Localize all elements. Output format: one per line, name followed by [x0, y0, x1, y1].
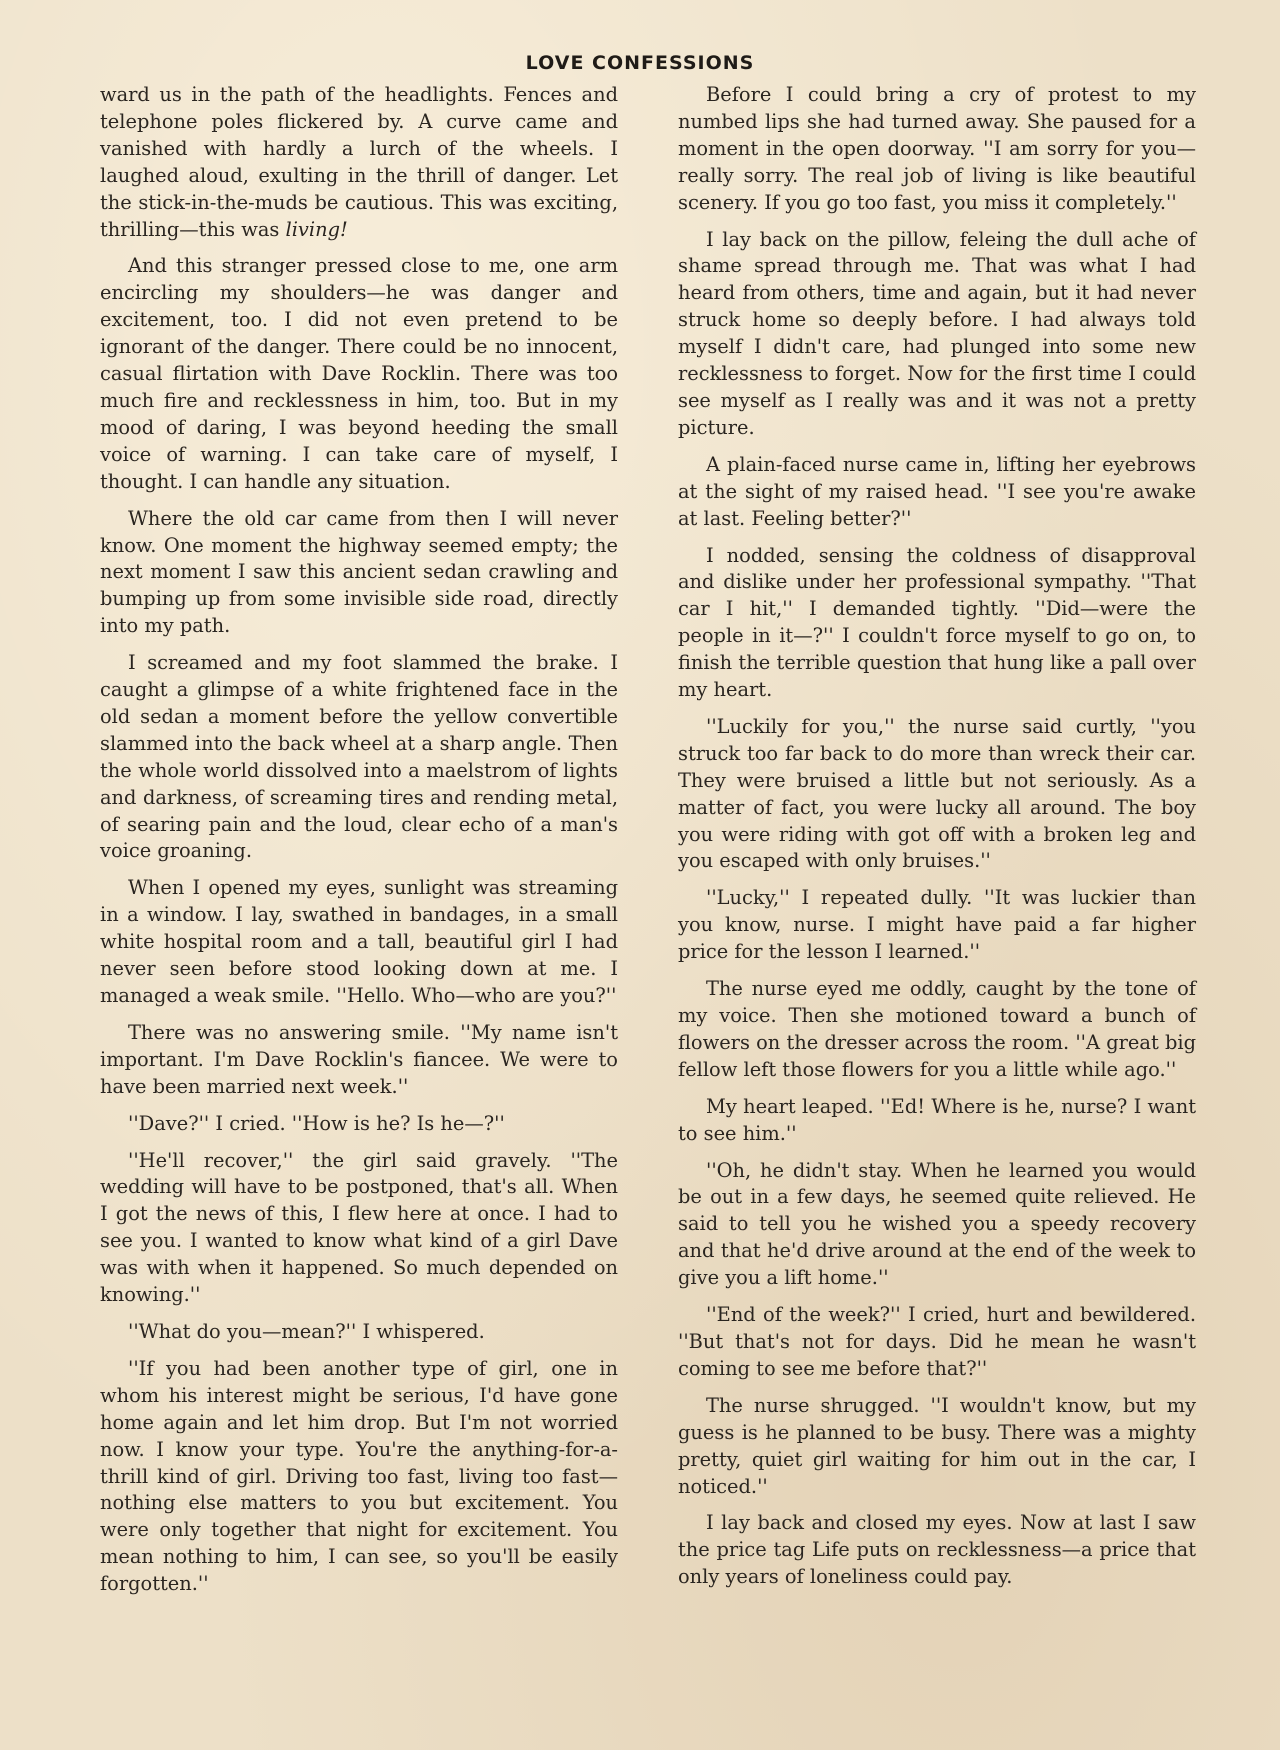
- paragraph: When I opened my eyes, sunlight was streaming in a window. I lay, swathed in bandages, in a small white hospital room and a tall, beautiful girl I had never seen before stood looking down at me. I managed a weak smile. ''Hello. Who—who are you?'': [100, 876, 618, 1007]
- paragraph: ''He'll recover,'' the girl said gravely. ''The wedding will have to be postponed, that's all. When I got the news of this, I flew here at once. I had to see you. I wanted to know what kind of a girl Dave was with when it happened. So much depended on knowing.'': [100, 1148, 618, 1307]
- right-column: [678, 82, 1196, 1601]
- paragraph: ''What do you—mean?'' I whispered.: [128, 1319, 485, 1343]
- page-header: LOVE CONFESSIONS: [525, 52, 755, 74]
- paragraph: A plain-faced nurse came in, lifting her eyebrows at the sight of my raised head. ''I see you're awake at last. Feeling better?'': [678, 452, 1196, 530]
- paragraph: I lay back on the pillow, feleing the dull ache of shame spread through me. That was what I had heard from others, time and again, but it had never struck home so deeply before. I had always told myself I didn't care, had plunged into some new recklessness to forget. Now for the first time I could see myself as I really was and it was not a pretty picture.: [678, 227, 1196, 439]
- paragraph: And this stranger pressed close to me, one arm encircling my shoulders—he was danger and excitement, too. I did not even pretend to be ignorant of the danger. There could be no innocent, casual flirtation with Dave Rocklin. There was too much fire and recklessness in him, too. But in my mood of daring, I was beyond heeding the small voice of warning. I can take care of myself, I thought. I can handle any situation.: [100, 254, 618, 493]
- paragraph: The nurse shrugged. ''I wouldn't know, but my guess is he planned to be busy. There was a mighty pretty, quiet girl waiting for him out in the car, I noticed.'': [678, 1393, 1196, 1498]
- paragraph: ''If you had been another type of girl, one in whom his interest might be serious, I'd have gone home again and let him drop. But I'm not worried now. I know your type. You're the anything-for-a-thrill kind of girl. Driving too fast, living too fast—nothing else matters to you but excitement. You were only together that night for excitement. You mean nothing to him, I can see, so you'll be easily forgotten.'': [100, 1356, 618, 1596]
- paragraph: ward us in the path of the headlights. Fences and telephone poles flickered by. A curve came and vanished with hardly a lurch of the wheels. I laughed aloud, exulting in the thrill of danger. Let the stick-in-the-muds be cautious. This was exciting, thrilling—this was living!: [100, 83, 618, 241]
- paragraph: ''Dave?'' I cried. ''How is he? Is he—?'': [128, 1111, 505, 1135]
- paragraph: ''End of the week?'' I cried, hurt and bewildered. ''But that's not for days. Did he mean he wasn't coming to see me before that?'': [678, 1303, 1196, 1380]
- paragraph: There was no answering smile. ''My name isn't important. I'm Dave Rocklin's fiancee. We were to have been married next week.'': [100, 1020, 618, 1098]
- left-column: [100, 82, 618, 1608]
- paragraph: I nodded, sensing the coldness of disapproval and dislike under her professional sympathy. ''That car I hit,'' I demanded tightly. ''Did—were the people in it—?'' I couldn't force myself to go on, to finish the terrible question that hung like a pall over my heart.: [678, 543, 1196, 702]
- paragraph: My heart leaped. ''Ed! Where is he, nurse? I want to see him.'': [678, 1094, 1196, 1145]
- paragraph: The nurse eyed me oddly, caught by the tone of my voice. Then she motioned toward a bunch of flowers on the dresser across the room. ''A great big fellow left those flowers for you a little while ago.'': [678, 977, 1196, 1081]
- paragraph: I lay back and closed my eyes. Now at last I saw the price tag Life puts on recklessness—a price that only years of loneliness could pay.: [678, 1511, 1196, 1589]
- paragraph: ''Lucky,'' I repeated dully. ''It was luckier than you know, nurse. I might have paid a far higher price for the lesson I learned.'': [678, 886, 1196, 964]
- paragraph: ''Luckily for you,'' the nurse said curtly, ''you struck too far back to do more than wreck their car. They were bruised a little but not seriously. As a matter of fact, you were lucky all around. The boy you were riding with got off with a broken leg and you escaped with only bruises.'': [678, 714, 1196, 873]
- emphasis: living!: [285, 217, 348, 241]
- paragraph: I screamed and my foot slammed the brake. I caught a glimpse of a white frightened face in the old sedan a moment before the yellow convertible slammed into the back wheel at a sharp angle. Then the whole world dissolved into a maelstrom of lights and darkness, of screaming tires and rending metal, of searing pain and the loud, clear echo of a man's voice groaning.: [100, 651, 618, 863]
- paragraph: Before I could bring a cry of protest to my numbed lips she had turned away. She paused for a moment in the open doorway. ''I am sorry for you—really sorry. The real job of living is like beautiful scenery. If you go too fast, you miss it completely.'': [678, 83, 1196, 214]
- paragraph: Where the old car came from then I will never know. One moment the highway seemed empty; the next moment I saw this ancient sedan crawling and bumping up from some invisible side road, directly into my path.: [100, 506, 618, 638]
- paragraph: ''Oh, he didn't stay. When he learned you would be out in a few days, he seemed quite relieved. He said to tell you he wished you a speedy recovery and that he'd drive around at the end of the week to give you a lift home.'': [678, 1158, 1196, 1290]
